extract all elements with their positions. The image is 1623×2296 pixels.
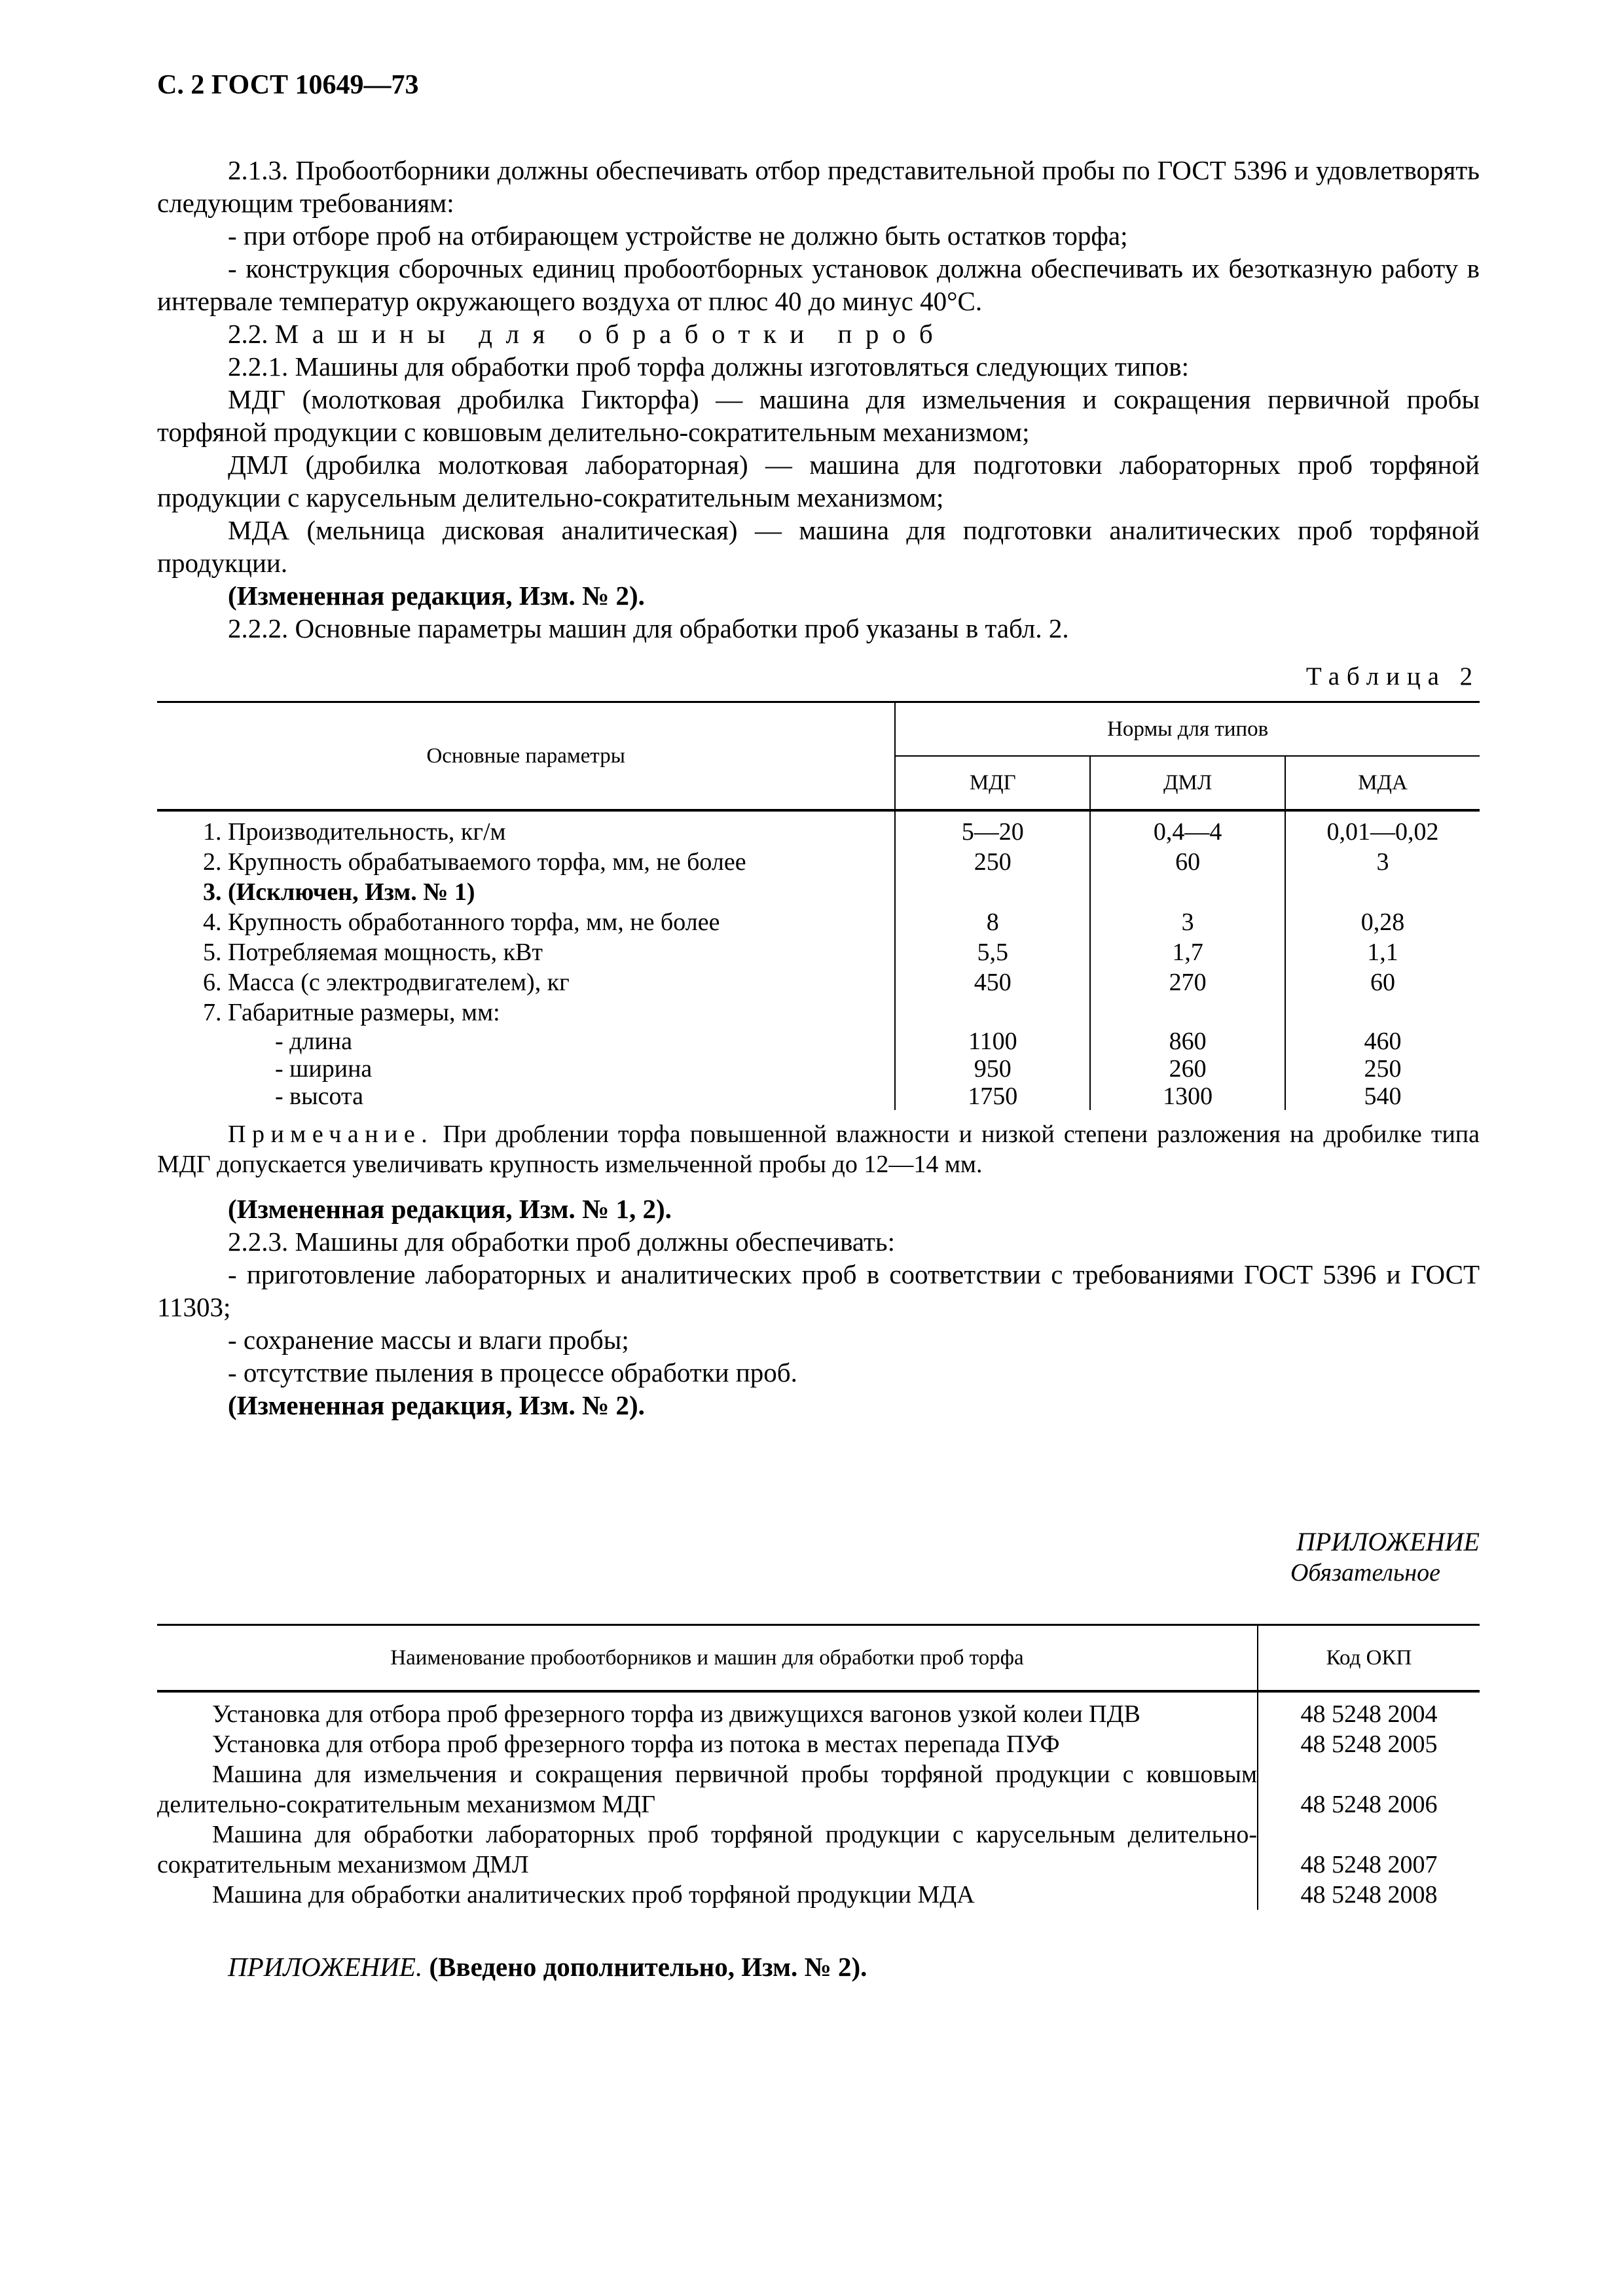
table-note [157,1119,1480,1179]
item-code: 48 5248 2004 [1258,1691,1480,1729]
table-row [157,937,1480,967]
param-value: 3 [1090,907,1285,937]
table-row [157,997,1480,1028]
param-value: 1300 [1090,1083,1285,1110]
column-header-norms: Нормы для типов [895,702,1480,757]
param-value: 860 [1090,1028,1285,1055]
appendix-table [157,1624,1480,1910]
param-name: 3. (Исключен, Изм. № 1) [203,878,475,906]
table-row [157,847,1480,877]
table-row [157,877,1480,907]
table-row [157,907,1480,937]
param-value [1090,877,1285,907]
appendix-title: ПРИЛОЖЕНИЕ [1296,1527,1480,1556]
param-value: 0,4—4 [1090,810,1285,847]
param-name: - ширина [275,1055,373,1083]
footnote-text: (Введено дополнительно, Изм. № 2). [429,1952,867,1982]
column-header-params: Основные параметры [157,702,895,811]
param-value [1285,877,1480,907]
column-header-code: Код ОКП [1258,1625,1480,1692]
table-row [157,1055,1480,1083]
table-row [157,1083,1480,1110]
param-value: 260 [1090,1055,1285,1083]
amendment-note: (Измененная редакция, Изм. № 1, 2). [228,1194,672,1224]
param-value: 5,5 [895,937,1090,967]
param-value: 60 [1285,967,1480,997]
param-value: 250 [895,847,1090,877]
item-code: 48 5248 2008 [1258,1880,1480,1910]
param-value: 270 [1090,967,1285,997]
document-page [157,69,1480,1983]
param-name: 5. Потребляемая мощность, кВт [203,939,543,966]
param-value [895,997,1090,1028]
param-value [1285,997,1480,1028]
param-value: 1750 [895,1083,1090,1110]
item-code: 48 5248 2005 [1258,1729,1480,1759]
param-name: - длина [275,1028,352,1055]
amendment-note: (Измененная редакция, Изм. № 2). [228,1390,645,1420]
param-value: 450 [895,967,1090,997]
table-row [157,810,1480,847]
param-value: 1,1 [1285,937,1480,967]
param-value: 60 [1090,847,1285,877]
param-name: 1. Производительность, кг/м [203,818,506,846]
item-name: Машина для измельчения и сокращения первичной пробы торфяной продукции с ковшовым делительно-сократительным механизмом МДГ [157,1761,1257,1818]
param-value: 1,7 [1090,937,1285,967]
table-row [157,1820,1480,1880]
param-name: 7. Габаритные размеры, мм: [203,999,500,1026]
note-text: При дроблении торфа повышенной влажности и низкой степени разложения на дробилке типа МДГ допускается увеличивать крупность измельченной пробы до 12—14 мм. [157,1121,1480,1178]
bullet-item: - конструкция сборочных единиц пробоотборных установок должна обеспечивать их безотказную работу в интервале температур окружающего воздуха от плюс 40 до минус 40°С. [157,253,1480,316]
clause-2-2-3: 2.2.3. Машины для обработки проб должны обеспечивать: [228,1227,896,1257]
item-name: Установка для отбора проб фрезерного торфа из потока в местах перепада ПУФ [212,1731,1060,1758]
param-value: 460 [1285,1028,1480,1055]
param-value: 1100 [895,1028,1090,1055]
table-caption: Таблица 2 [1305,662,1480,691]
type-definition-mda: МДА (мельница дисковая аналитическая) — машина для подготовки аналитических проб торфяной продукции. [157,515,1480,578]
amendment-note: (Измененная редакция, Изм. № 2). [228,581,645,611]
param-value: 8 [895,907,1090,937]
param-name: 6. Масса (с электродвигателем), кг [203,969,570,996]
parameters-table [157,701,1480,1110]
bullet-item: - сохранение массы и влаги пробы; [228,1325,629,1355]
param-value [1090,997,1285,1028]
clause-2-1-3: 2.1.3. Пробоотборники должны обеспечивать отбор представительной пробы по ГОСТ 5396 и удовлетворять следующим требованиям: [157,155,1480,218]
param-value: 540 [1285,1083,1480,1110]
param-name: - высота [275,1083,363,1110]
param-name: 4. Крупность обработанного торфа, мм, не более [203,908,720,936]
table-row [157,967,1480,997]
footnote-lead: ПРИЛОЖЕНИЕ. [228,1952,423,1982]
table-row [157,1729,1480,1759]
param-value: 0,01—0,02 [1285,810,1480,847]
item-code: 48 5248 2006 [1258,1759,1480,1820]
bullet-item: - отсутствие пыления в процессе обработки проб. [228,1357,797,1388]
bullet-item: - при отборе проб на отбирающем устройстве не должно быть остатков торфа; [228,221,1128,251]
table-row [157,1691,1480,1729]
param-value: 3 [1285,847,1480,877]
param-value: 0,28 [1285,907,1480,937]
column-header-name: Наименование пробоотборников и машин для обработки проб торфа [157,1625,1258,1692]
item-name: Машина для обработки лабораторных проб торфяной продукции с карусельным делительно-сократительным механизмом ДМЛ [157,1821,1257,1878]
clause-2-2-2: 2.2.2. Основные параметры машин для обработки проб указаны в табл. 2. [228,613,1069,643]
item-code: 48 5248 2007 [1258,1820,1480,1880]
column-header-type: МДГ [895,756,1090,810]
type-definition-mdg: МДГ (молотковая дробилка Гикторфа) — машина для измельчения и сокращения первичной пробы торфяной продукции с ковшовым делительно-сократительным механизмом; [157,384,1480,447]
param-value: 250 [1285,1055,1480,1083]
item-name: Машина для обработки аналитических проб торфяной продукции МДА [212,1881,975,1909]
section-number: 2.2. [228,319,268,349]
type-definition-dml: ДМЛ (дробилка молотковая лабораторная) — машина для подготовки лабораторных проб торфяной продукции с карусельным делительно-сократительным механизмом; [157,450,1480,512]
param-name: 2. Крупность обрабатываемого торфа, мм, не более [203,848,746,876]
bullet-item: - приготовление лабораторных и аналитических проб в соответствии с требованиями ГОСТ 5396 и ГОСТ 11303; [157,1259,1480,1322]
appendix-subtitle: Обязательное [1290,1559,1440,1587]
table-row [157,1028,1480,1055]
section-title: Машины для обработки проб [274,319,947,349]
column-header-type: ДМЛ [1090,756,1285,810]
table-row [157,1880,1480,1910]
page-header: С. 2 ГОСТ 10649—73 [157,70,419,100]
note-lead: Примечание. [228,1121,434,1148]
param-value [895,877,1090,907]
param-value: 950 [895,1055,1090,1083]
section-heading-2-2 [157,317,1480,350]
table-row [157,1759,1480,1820]
appendix-footnote [157,1950,1480,1983]
column-header-type: МДА [1285,756,1480,810]
clause-2-2-1: 2.2.1. Машины для обработки проб торфа должны изготовляться следующих типов: [228,351,1189,382]
item-name: Установка для отбора проб фрезерного торфа из движущихся вагонов узкой колеи ПДВ [212,1700,1140,1728]
param-value: 5—20 [895,810,1090,847]
